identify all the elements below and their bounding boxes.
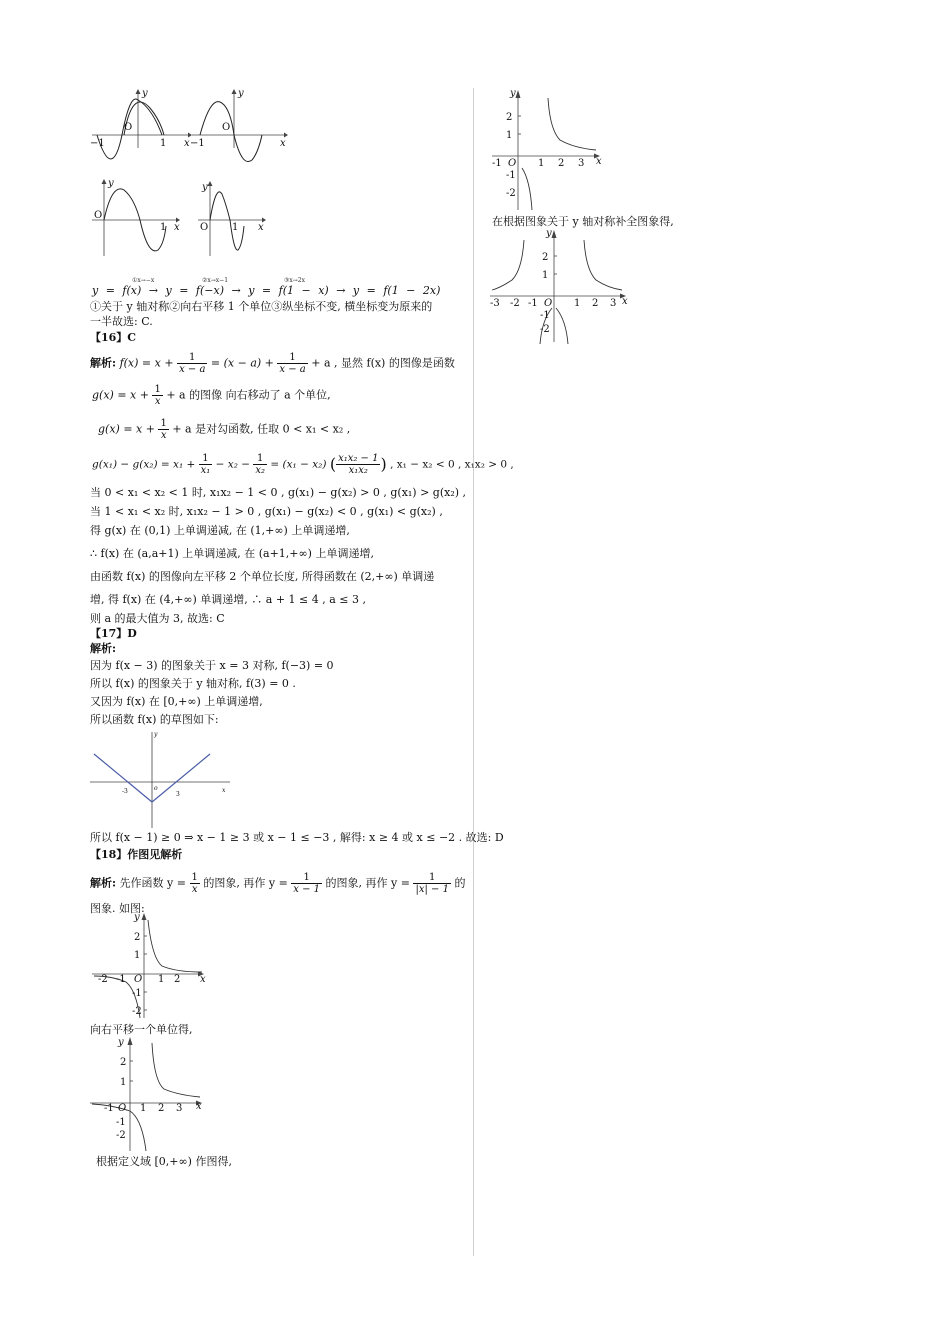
q18-gc-tick-1: 1 — [506, 130, 513, 141]
q18-l1-d: 的 — [454, 876, 466, 890]
q18-ga-tick-1: 1 — [134, 950, 141, 961]
q17-g-x: x — [222, 787, 226, 794]
q16-l3-frac: $\frac{1}{x}$ — [160, 418, 167, 441]
q15-graph-1 — [92, 88, 192, 150]
q18-l1-a: 先作函数 y = — [119, 876, 186, 890]
q16-label: 解析: — [90, 356, 117, 370]
q18-ga-tick-2x: 2 — [174, 974, 181, 985]
q18-gc-o: O — [508, 158, 517, 169]
q15-g3-x: x — [174, 222, 180, 233]
q15-g4-o: O — [200, 222, 209, 233]
q17-line5: 所以 f(x − 1) ≥ 0 ⇒ x − 1 ≥ 3 或 x − 1 ≤ −3 , 解得: x ≥ 4 或 x ≤ −2 . 故选: D — [90, 831, 504, 844]
q18-gc-tick-neg2y: -2 — [506, 188, 516, 199]
q16-l4-c: = (x₁ − x₂) — [270, 458, 327, 471]
q16-line5: 当 0 < x₁ < x₂ < 1 时, x₁x₂ − 1 < 0 , g(x₁) − g(x₂) > 0 , g(x₁) > g(x₂) , — [90, 486, 467, 499]
q18-ga-o: O — [134, 974, 143, 985]
q18-graph-shifted — [90, 1033, 215, 1153]
q18-line2: 图象. 如图: — [90, 902, 145, 915]
q16-l1-b: = (x − a) + — [210, 356, 274, 370]
q18-ga-tick-2: 2 — [134, 932, 141, 943]
q18-gd-tick-neg2y: -2 — [540, 324, 550, 335]
q18-gd-tick-2x: 2 — [592, 298, 599, 309]
q18-l1-frac1: $\frac{1}{x}$ — [191, 872, 198, 895]
q18-gd-tick-2: 2 — [542, 252, 549, 263]
q17-line2: 所以 f(x) 的图象关于 y 轴对称, f(3) = 0 . — [90, 677, 296, 690]
q16-l4-a: g(x₁) − g(x₂) = x₁ + — [92, 458, 196, 471]
q18-graph-full — [490, 228, 630, 344]
q18-l1-frac2: $\frac{1}{x - 1}$ — [293, 872, 321, 895]
q15-g1-y: y — [142, 88, 148, 99]
q18-gb-tick-neg1x: -1 — [104, 1103, 114, 1114]
q17-line1: 因为 f(x − 3) 的图象关于 x = 3 对称, f(−3) = 0 — [90, 659, 334, 672]
q18-ga-tick-neg1y: -1 — [132, 988, 142, 999]
q18-gc-tick-3x: 3 — [578, 158, 585, 169]
q17-label: 解析: — [90, 642, 117, 655]
q16-line3 — [98, 418, 350, 441]
q16-l2-b: + a 的图像 向右移动了 a 个单位, — [166, 388, 331, 402]
q18-gd-y: y — [546, 228, 552, 239]
q18-gc-tick-2: 2 — [506, 112, 513, 123]
q18-gc-tick-neg1x: -1 — [492, 158, 502, 169]
q18-gd-tick-1x: 1 — [574, 298, 581, 309]
q16-l4-d: , x₁ − x₂ < 0 , x₁x₂ > 0 , — [390, 458, 514, 471]
q18-gb-o: O — [118, 1103, 127, 1114]
q15-g2-o: O — [222, 122, 231, 133]
q15-g3-o: O — [94, 210, 103, 221]
q18-ga-tick-neg1x: -1 — [116, 974, 126, 985]
q16-l4-b: − x₂ − — [215, 458, 251, 471]
q16-line6: 当 1 < x₁ < x₂ 时, x₁x₂ − 1 > 0 , g(x₁) − g(x₂) < 0 , g(x₁) < g(x₂) , — [90, 505, 443, 518]
q18-header: 【18】作图见解析 — [90, 848, 183, 861]
q16-l3-a: g(x) = x + — [98, 422, 155, 436]
q18-gd-o: O — [544, 298, 553, 309]
q18-gb-tick-3x: 3 — [176, 1103, 183, 1114]
q18-gc-tick-neg1y: -1 — [506, 170, 516, 181]
q15-g4-one: 1 — [232, 222, 239, 233]
q18-graph-domain — [492, 88, 607, 213]
q18-gd-tick-1: 1 — [542, 270, 549, 281]
q16-line4: g(x₁) − g(x₂) = x₁ + $\frac{1}{\text{x₁}}$ − x₂ − $\frac{1}{\text{x₂}}$ = (x₁ − x₂) ( $\frac{\text{x₁x₂ − 1}}{\text{x₁x₂}}$ ) , x₁ − x₂ < 0 , x₁x₂ > 0 , — [92, 453, 514, 476]
q17-g-y: y — [154, 731, 158, 738]
q15-g2-neg1: −1 — [190, 138, 205, 149]
q18-gd-tick-neg2x: -2 — [510, 298, 520, 309]
q18-gc-y: y — [510, 88, 516, 99]
q15-arrow-note-1: ①x→−x — [132, 277, 155, 284]
q18-gb-tick-1: 1 — [120, 1077, 127, 1088]
q17-header: 【17】D — [90, 627, 137, 640]
q18-gb-tick-2: 2 — [120, 1057, 127, 1068]
q15-g2-x: x — [280, 138, 286, 149]
q16-l1-a: f(x) = x + — [119, 356, 174, 370]
q17-g-three: 3 — [176, 791, 180, 798]
q18-ga-y: y — [134, 912, 140, 923]
q15-g3-one: 1 — [160, 222, 167, 233]
q15-g4-x: x — [258, 222, 264, 233]
q17-g-o: o — [154, 785, 158, 792]
q17-line3: 又因为 f(x) 在 [0,+∞) 上单调递增, — [90, 695, 263, 708]
q16-l4-frac3: $\frac{\text{x₁x₂ − 1}}{\text{x₁x₂}}$ — [338, 453, 379, 476]
q18-l1-frac3: $\frac{1}{|x| - 1}$ — [415, 872, 449, 895]
q18-gb-tick-2x: 2 — [158, 1103, 165, 1114]
q15-transform-chain: y = f(x) → y = f(−x) → y = f(1 − x) → y = f(1 − 2x) — [92, 284, 441, 297]
q15-g1-neg1: −1 — [90, 138, 105, 149]
q15-graph-3 — [92, 178, 187, 260]
q15-g2-y: y — [238, 88, 244, 99]
q15-g1-one: 1 — [160, 138, 167, 149]
q16-line2 — [92, 384, 331, 407]
q18-gb-y: y — [118, 1037, 124, 1048]
q16-line11: 则 a 的最大值为 3, 故选: C — [90, 612, 225, 625]
q15-graph-4 — [198, 178, 278, 260]
q15-g3-y: y — [108, 178, 114, 189]
q16-l1-c: + a , 显然 f(x) 的图像是函数 — [311, 356, 455, 370]
q16-line7: 得 g(x) 在 (0,1) 上单调递减, 在 (1,+∞) 上单调递增, — [90, 524, 350, 537]
q18-step2: 向右平移一个单位得, — [90, 1023, 193, 1036]
q16-line8: ∴ f(x) 在 (a,a+1) 上单调递减, 在 (a+1,+∞) 上单调递增, — [90, 547, 374, 560]
q17-line4: 所以函数 f(x) 的草图如下: — [90, 713, 219, 726]
q16-l1-frac2: $\frac{1}{x - a}$ — [279, 352, 306, 375]
q15-g1-o: O — [124, 122, 133, 133]
q16-l4-frac2: $\frac{1}{\text{x₂}}$ — [255, 453, 266, 476]
q18-gb-tick-neg1y: -1 — [116, 1117, 126, 1128]
column-divider — [473, 88, 474, 1256]
q18-gb-tick-1x: 1 — [140, 1103, 147, 1114]
q18-gd-x: x — [622, 296, 628, 307]
q18-gd-tick-neg3x: -3 — [490, 298, 500, 309]
q16-l2-frac: $\frac{1}{x}$ — [154, 384, 161, 407]
q18-gd-tick-neg1y: -1 — [540, 310, 550, 321]
q16-line9: 由函数 f(x) 的图像向左平移 2 个单位长度, 所得函数在 (2,+∞) 单调递 — [90, 570, 435, 583]
q18-ga-tick-1x: 1 — [158, 974, 165, 985]
q16-header: 【16】C — [90, 331, 137, 344]
q15-g4-y: y — [202, 182, 208, 193]
q16-line10: 增, 得 f(x) 在 (4,+∞) 单调递增, ∴ a + 1 ≤ 4 , a ≤ 3 , — [90, 593, 367, 606]
q18-label: 解析: — [90, 876, 117, 890]
q16-l4-frac1: $\frac{1}{\text{x₁}}$ — [200, 453, 211, 476]
q17-sketch-graph — [90, 730, 235, 830]
q18-gb-tick-neg2y: -2 — [116, 1130, 126, 1141]
q16-l1-frac1: $\frac{1}{x - a}$ — [179, 352, 206, 375]
q15-arrow-note-2: ②x→x−1 — [202, 277, 229, 284]
q15-g1-x: x — [184, 138, 190, 149]
q18-step4: 在根据图象关于 y 轴对称补全图象得, — [492, 215, 674, 228]
q15-graph-2 — [192, 88, 292, 150]
q15-explain-line2: 一半故选: C. — [90, 315, 153, 328]
q16-l2-a: g(x) = x + — [92, 388, 149, 402]
q18-l1-b: 的图象, 再作 y = — [203, 876, 288, 890]
q18-gd-tick-3x: 3 — [610, 298, 617, 309]
q18-gc-tick-1x: 1 — [538, 158, 545, 169]
q18-ga-x: x — [200, 974, 206, 985]
q18-l1-c: 的图象, 再作 y = — [325, 876, 410, 890]
q17-g-neg3: -3 — [122, 788, 128, 795]
q18-line1 — [90, 872, 465, 895]
q18-graph-reciprocal — [90, 910, 210, 1020]
q18-gc-x: x — [596, 156, 602, 167]
q15-explain-line1: ①关于 y 轴对称②向右平移 1 个单位③纵坐标不变, 横坐标变为原来的 — [90, 300, 433, 313]
q18-step3: 根据定义域 [0,+∞) 作图得, — [96, 1155, 232, 1168]
q18-ga-tick-neg2x: -2 — [98, 974, 108, 985]
q18-ga-tick-neg2y: -2 — [132, 1006, 142, 1017]
q15-arrow-note-3: ③x→2x — [284, 277, 305, 284]
q18-gc-tick-2x: 2 — [558, 158, 565, 169]
q18-gb-x: x — [196, 1101, 202, 1112]
q16-l3-b: + a 是对勾函数, 任取 0 < x₁ < x₂ , — [172, 422, 351, 436]
q16-line1 — [90, 352, 455, 375]
q18-gd-tick-neg1x: -1 — [528, 298, 538, 309]
